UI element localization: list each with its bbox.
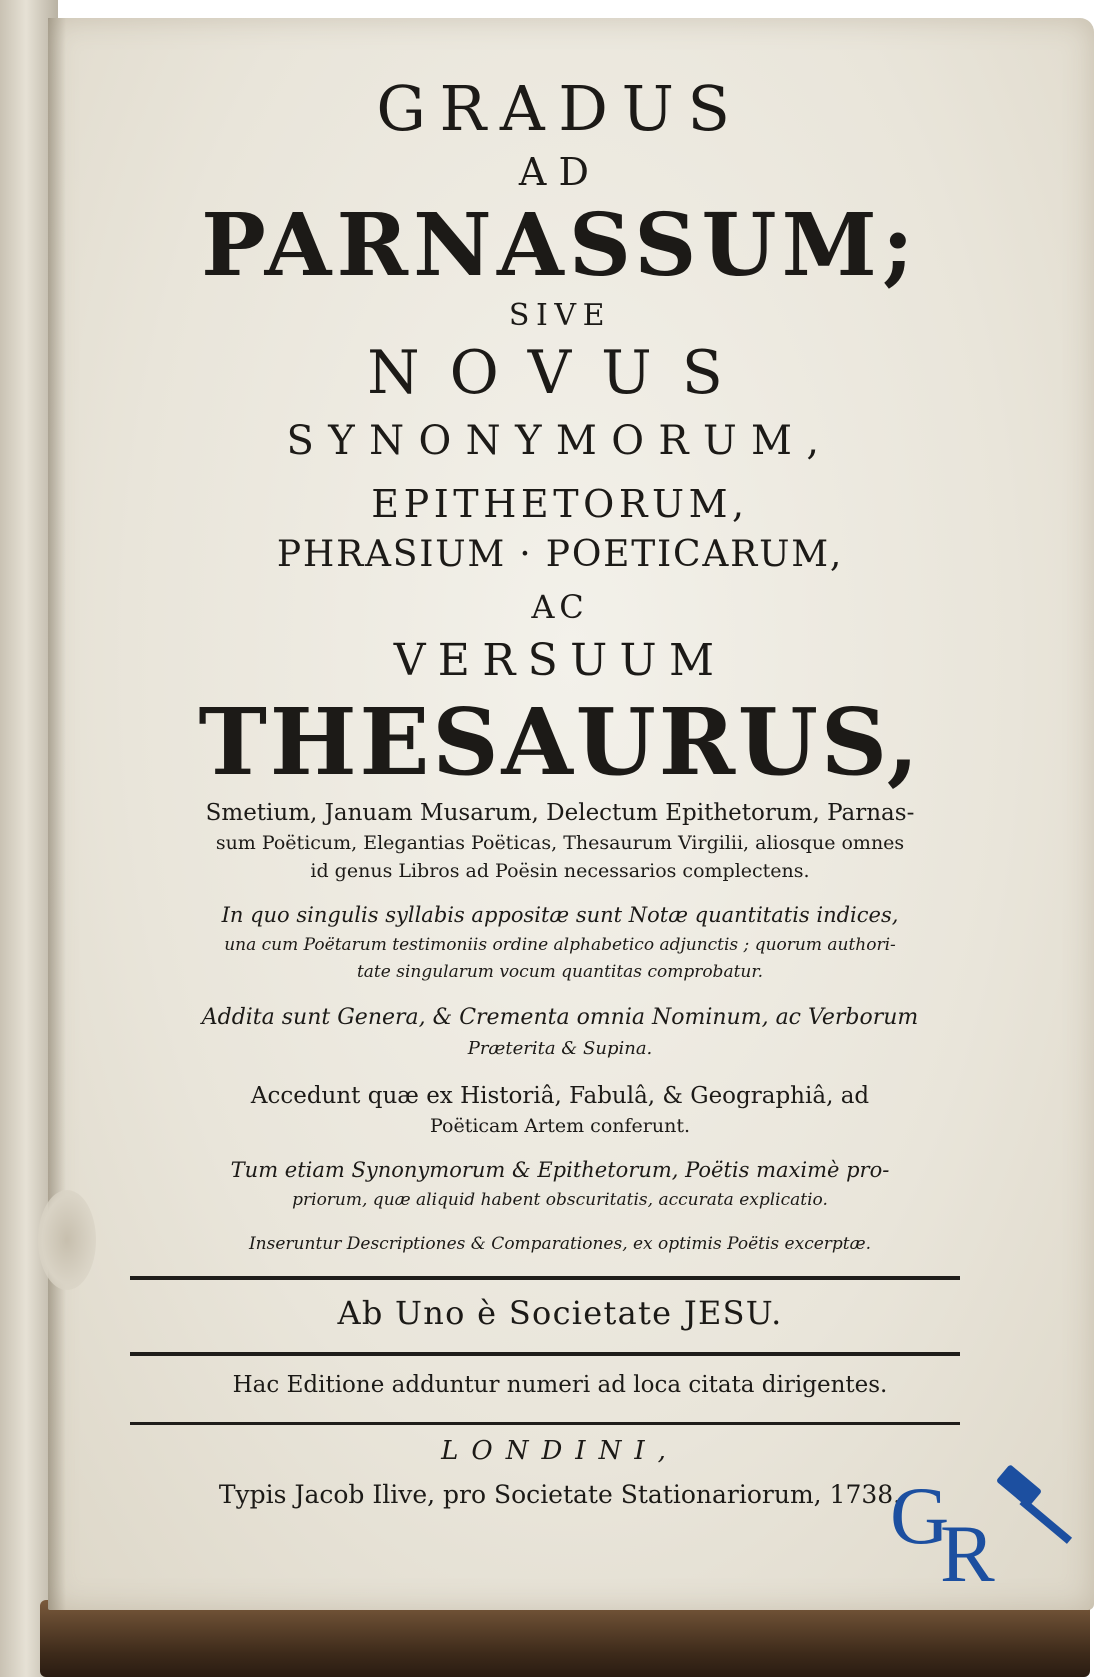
title-parnassum: PARNASSUM;	[201, 195, 919, 296]
text-line: sum Poëticum, Elegantias Poëticas, Thesaurum Virgilii, aliosque omnes	[215, 832, 905, 854]
text-line: Poëticam Artem conferunt.	[430, 1115, 690, 1137]
title-novus: NOVUS	[367, 338, 753, 408]
text-line: Tum etiam Synonymorum & Epithetorum, Poëtis maximè pro-	[230, 1158, 890, 1182]
title-synonymorum: SYNONYMORUM,	[286, 418, 834, 464]
logo-letter-r: R	[940, 1508, 995, 1599]
title-phrasium: PHRASIUM · POETICARUM,	[276, 534, 844, 575]
divider-top	[130, 1276, 960, 1280]
imprint-place: LONDINI,	[441, 1436, 679, 1466]
title-gradus: GRADUS	[376, 72, 744, 145]
edition-note: Hac Editione adduntur numeri ad loca citata dirigentes.	[232, 1372, 888, 1398]
text-line: tate singularum vocum quantitas comprobatur.	[356, 962, 764, 982]
title-epithetorum: EPITHETORUM,	[371, 482, 749, 526]
text-line: Accedunt quæ ex Historiâ, Fabulâ, & Geographiâ, ad	[250, 1083, 870, 1109]
title-ad: AD	[518, 150, 602, 194]
text-line: Præterita & Supina.	[467, 1038, 653, 1059]
text-line: id genus Libros ad Poësin necessarios complectens.	[310, 860, 810, 882]
text-line: Addita sunt Genera, & Crementa omnia Nominum, ac Verborum	[201, 1005, 919, 1030]
text-line: In quo singulis syllabis appositæ sunt Notæ quantitatis indices,	[221, 903, 899, 927]
book-cover-edge	[40, 1600, 1090, 1677]
author-line: Ab Uno è Societate JESU.	[337, 1294, 783, 1332]
divider-bottom	[130, 1422, 960, 1425]
text-line: Smetium, Januam Musarum, Delectum Epithetorum, Parnas-	[205, 800, 915, 826]
title-sive: SIVE	[508, 298, 612, 333]
title-versuum: VERSUUM	[393, 635, 727, 686]
auction-house-logo	[890, 1470, 1070, 1599]
gavel-handle	[1019, 1498, 1072, 1544]
title-ac: AC	[531, 588, 589, 626]
paragraph-descriptions: Inseruntur Descriptiones & Comparationes, ex optimis Poëtis excerptæ.	[248, 1234, 872, 1254]
text-line: una cum Poëtarum testimoniis ordine alphabetico adjunctis ; quorum authori-	[224, 935, 896, 955]
text-line: priorum, quæ aliquid habent obscuritatis, accurata explicatio.	[292, 1190, 828, 1210]
divider-middle	[130, 1352, 960, 1356]
logo-letter-g: G	[890, 1470, 950, 1561]
imprint-line: Typis Jacob Ilive, pro Societate Stationariorum, 1738.	[218, 1480, 902, 1509]
title-thesaurus: THESAURUS,	[198, 688, 922, 796]
